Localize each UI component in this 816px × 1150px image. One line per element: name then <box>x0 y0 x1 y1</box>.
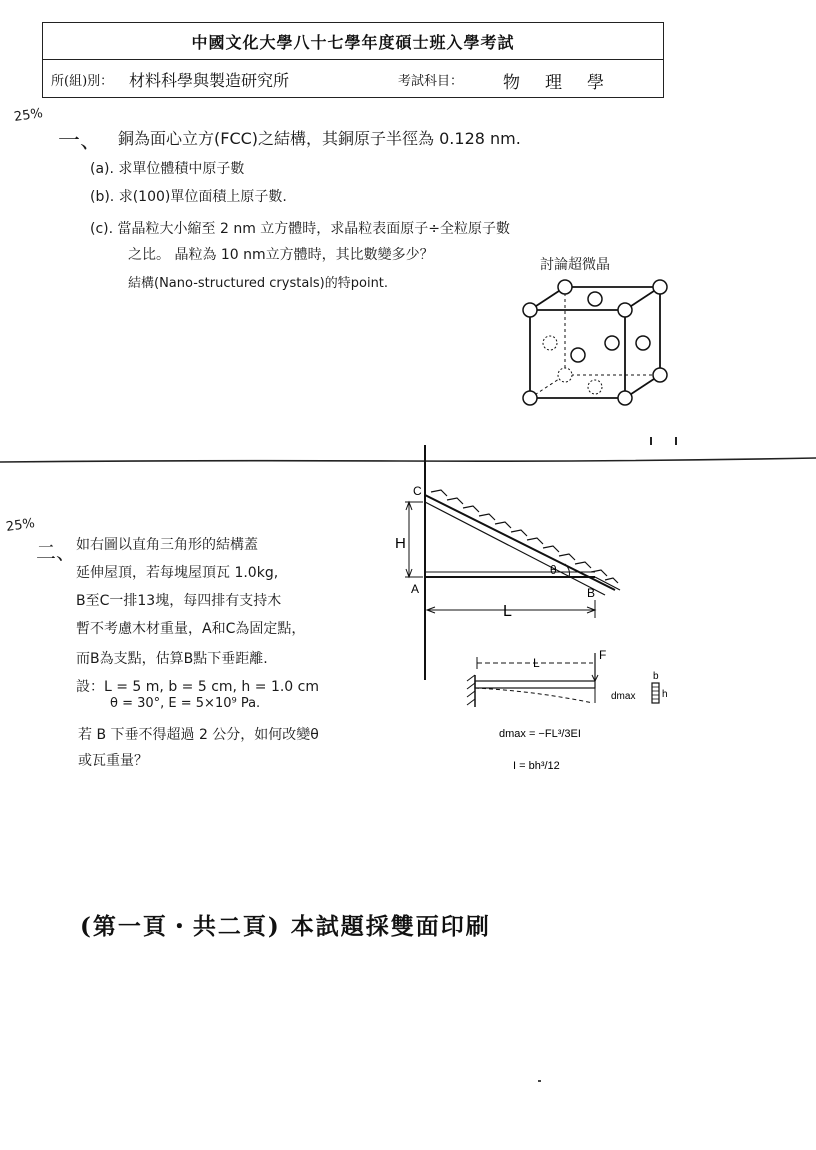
q1-part-c-line3: 結構(Nano-structured crystals)的特point. <box>128 276 389 291</box>
label-theta: θ <box>550 563 557 577</box>
label-l: L <box>503 603 512 620</box>
dept-label: 所(組)別： <box>51 74 114 89</box>
q2-line6: 設：L = 5 m, b = 5 cm, h = 1.0 cm <box>76 679 319 695</box>
q1-part-c-line1: (c). 當晶粒大小縮至 2 nm 立方體時，求晶粒表面原子÷全粒原子數 <box>90 221 511 237</box>
q2-number: 二、 <box>36 540 76 564</box>
q2-line7: θ = 30°, E = 5×10⁹ Pa. <box>110 696 261 711</box>
q1-number: 一、 <box>58 129 103 154</box>
dept-value: 材料科學與製造研究所 <box>129 71 290 90</box>
exam-title: 中國文化大學八十七學年度碩士班入學考試 <box>43 23 663 60</box>
beam-label-h: h <box>662 689 668 700</box>
q1-points: 25% <box>13 106 44 125</box>
q2-line3: B至C一排13塊，每四排有支持木 <box>76 593 282 609</box>
beam-label-l: L <box>533 656 540 670</box>
q2-line8: 若 B 下垂不得超過 2 公分，如何改變θ <box>78 727 319 743</box>
label-b: B <box>587 586 596 600</box>
q2-line4: 暫不考慮木材重量，A和C為固定點， <box>76 621 306 637</box>
q2-line2: 延伸屋頂，若每塊屋頂瓦 1.0kg, <box>76 565 279 581</box>
subject-value: 物 理 學 <box>503 73 608 93</box>
q1-stem: 銅為面心立方(FCC)之結構，其銅原子半徑為 0.128 nm. <box>118 129 521 148</box>
formula-dmax: dmax = −FL³/3EI <box>499 728 581 740</box>
q2-line1: 如右圖以直角三角形的結構蓋 <box>76 537 258 553</box>
q1-part-c-line2: 之比。 晶粒為 10 nm立方體時，其比數變多少？ <box>128 247 434 263</box>
label-h: H <box>395 535 406 552</box>
subject-label: 考試科目： <box>398 74 464 89</box>
scan-mark <box>650 437 652 445</box>
exam-header-box <box>42 22 664 98</box>
label-a: A <box>411 582 420 596</box>
page-footer: (第一頁・共二頁) 本試題採雙面印刷 <box>80 913 491 940</box>
beam-label-b: b <box>653 671 659 682</box>
q1-part-c-note: 討論超微晶 <box>540 257 610 273</box>
q1-part-a: (a). 求單位體積中原子數 <box>90 161 245 177</box>
beam-label-f: F <box>599 648 607 662</box>
q2-line5: 而B為支點，估算B點下垂距離. <box>76 651 268 667</box>
formula-inertia: I = bh³/12 <box>513 760 560 772</box>
exam-info-row <box>43 60 663 97</box>
q1-part-b: (b). 求(100)單位面積上原子數. <box>90 189 287 205</box>
label-c: C <box>413 484 422 498</box>
scan-mark <box>538 1080 541 1082</box>
scan-mark <box>675 437 677 445</box>
fcc-unit-cell-diagram <box>510 275 680 415</box>
q2-line9: 或瓦重量？ <box>78 753 148 769</box>
cantilever-beam-diagram <box>455 645 680 785</box>
beam-label-dmax: dmax <box>611 691 636 702</box>
q2-points: 25% <box>5 516 36 535</box>
